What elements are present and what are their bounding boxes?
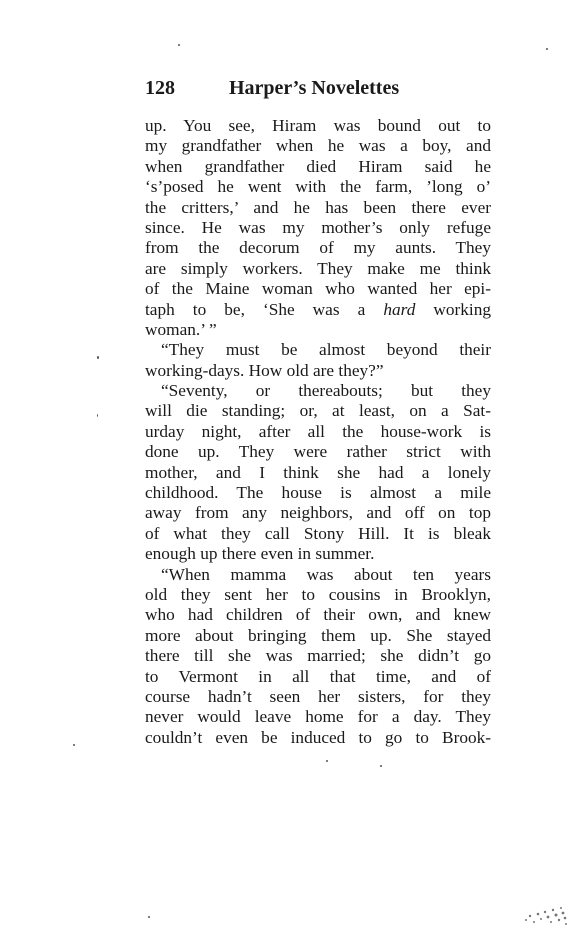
text-line: my grandfather when he was a boy, and (145, 136, 491, 156)
scan-speck (380, 765, 382, 767)
text-line: “They must be almost beyond their (161, 340, 491, 360)
text-line: mother, and I think she had a lonely (145, 462, 491, 482)
page-number: 128 (145, 77, 175, 99)
scan-speck (97, 414, 98, 417)
text-line: ‘s’posed he went with the farm, ’long o’ (145, 177, 491, 197)
text-line: more about bringing them up. She stayed (145, 625, 491, 645)
text-line: the critters,’ and he has been there ever (145, 197, 491, 217)
page-header (145, 76, 491, 100)
scan-speck (546, 48, 548, 50)
text-line: of the Maine woman who wanted her epi- (145, 279, 491, 299)
text-line: away from any neighbors, and off on top (145, 503, 491, 523)
text-line: course hadn’t seen her sisters, for they (145, 686, 491, 706)
text-line: are simply workers. They make me think (145, 258, 491, 278)
text-fragment: taph to be, ‘She was a (145, 299, 366, 319)
body-text (145, 116, 491, 748)
scan-speck (148, 916, 150, 918)
scan-speck (73, 744, 75, 746)
emphasized-word: hard (383, 299, 416, 319)
scan-speck (326, 760, 328, 762)
text-line: couldn’t even be induced to go to Brook- (145, 727, 491, 747)
text-line: when grandfather died Hiram said he (145, 156, 491, 176)
text-line: since. He was my mother’s only refuge (145, 217, 491, 237)
scan-smudge (520, 900, 568, 928)
text-line: “Seventy, or thereabouts; but they (161, 381, 491, 401)
text-line: done up. They were rather strict with (145, 442, 491, 462)
text-line: who had children of their own, and knew (145, 605, 491, 625)
text-line: up. You see, Hiram was bound out to (145, 116, 491, 135)
text-line: of what they call Stony Hill. It is bleak (145, 523, 491, 543)
text-line: will die standing; or, at least, on a Sat- (145, 401, 491, 421)
scan-speck (178, 44, 180, 46)
text-line: childhood. The house is almost a mile (145, 483, 491, 503)
paragraph-end-line: woman.’ ” (145, 319, 217, 339)
paragraph-end-line: working-days. How old are they?” (145, 360, 384, 380)
text-line: to Vermont in all that time, and of (145, 666, 491, 686)
text-line-with-emphasis (145, 300, 491, 320)
running-title: Harper’s Novelettes (229, 77, 400, 99)
paragraph-end-line: enough up there even in summer. (145, 544, 375, 564)
text-line: old they sent her to cousins in Brooklyn, (145, 584, 491, 604)
text-line: “When mamma was about ten years (161, 564, 491, 584)
scan-speck (97, 356, 99, 359)
text-line: there till she was married; she didn’t go (145, 646, 491, 666)
text-line: urday night, after all the house-work is (145, 421, 491, 441)
text-line: never would leave home for a day. They (145, 707, 491, 727)
text-line: from the decorum of my aunts. They (145, 238, 491, 258)
text-fragment: working (433, 299, 491, 319)
